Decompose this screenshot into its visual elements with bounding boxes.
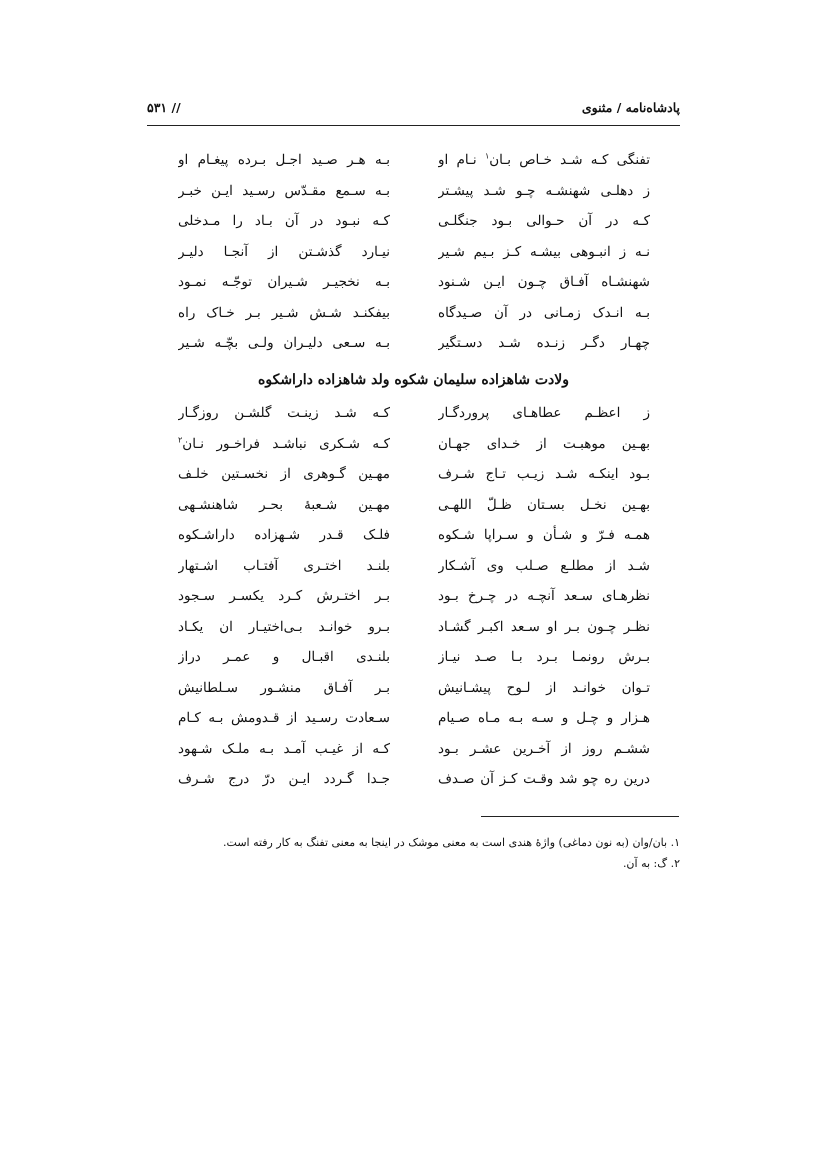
couplet bbox=[178, 520, 650, 551]
hemistich-second: بـه هـر صـید اجـل بـرده پیغـام او bbox=[178, 152, 390, 168]
hemistich-first: ز اعظـم عطاهـای پروردگـار bbox=[438, 405, 650, 421]
hemistich-first: چهـار دگـر زنـده شـد دسـتگیر bbox=[438, 335, 650, 351]
hemistich-second: بلنـدی اقبـال و عمـر دراز bbox=[178, 649, 390, 665]
poem-stanza-2 bbox=[178, 398, 650, 795]
hemistich-second: مهـین گـوهری از نخسـتین خلـف bbox=[178, 466, 390, 482]
couplet bbox=[178, 298, 650, 329]
hemistich-first: بـه انـدک زمـانی در آن صـیدگاه bbox=[438, 304, 650, 321]
hemistich-first: تـوان خوانـد از لـوح پیشـانیش bbox=[438, 679, 650, 696]
hemistich-first: نظرهـای سـعد آنچـه در چـرخ بـود bbox=[438, 588, 650, 604]
couplet bbox=[178, 734, 650, 765]
section-title: ولادت شاهزاده سلیمان شکوه ولد شاهزاده داراشکوه bbox=[258, 372, 569, 388]
couplet bbox=[178, 642, 650, 673]
footnotes bbox=[147, 832, 680, 874]
running-title: پادشاه‌نامه / مثنوی bbox=[581, 100, 680, 115]
couplet bbox=[178, 459, 650, 490]
hemistich-second: بـه نخجیـر شـیران توجّـه نمـود bbox=[178, 274, 390, 290]
poem-stanza-1 bbox=[178, 145, 650, 359]
couplet bbox=[178, 267, 650, 298]
hemistich-first: ز دهلـی شهنشـه چـو شـد پیشـتر bbox=[438, 182, 650, 199]
hemistich-first: شـد از مطلـع صـلب وی آشـکار bbox=[438, 557, 650, 574]
couplet bbox=[178, 398, 650, 429]
hemistich-second: کـه نبـود در آن بـاد را مـدخلی bbox=[178, 213, 390, 229]
couplet bbox=[178, 764, 650, 795]
header-rule bbox=[147, 125, 680, 126]
hemistich-second: بیفکنـد شـش شـیر بـر خـاک راه bbox=[178, 304, 390, 321]
hemistich-second: بـه سـعی دلیـران ولـی بچّـه شـیر bbox=[178, 335, 390, 351]
couplet bbox=[178, 581, 650, 612]
hemistich-first: درین ره چو شد وقـت کـز آن صـدف bbox=[438, 771, 650, 787]
hemistich-second: بلنـد اختـری آفتـاب اشـتهار bbox=[178, 557, 390, 574]
hemistich-first: بـرش رونمـا بـرد بـا صـد نیـاز bbox=[438, 649, 650, 665]
hemistich-second: بـه سـمع مقـدّس رسـید ایـن خبـر bbox=[178, 182, 390, 199]
hemistich-second: کـه شـد زینـت گلشـن روزگـار bbox=[178, 405, 390, 421]
footnote-1: ۱. بان/وان (به نون دماغی) واژهٔ هندی است به معنی موشک در اینجا به معنی تفنگ به کار رفته است. bbox=[223, 836, 680, 849]
couplet bbox=[178, 206, 650, 237]
footnote-ref: ۱ bbox=[484, 151, 490, 161]
hemistich-first: هـزار و چـل و سـه بـه مـاه صـیام bbox=[438, 710, 650, 726]
hemistich-first: نـه ز انبـوهی بیشـه کـز بـیم شـیر bbox=[438, 243, 650, 260]
footnote-2: ۲. گ: به آن. bbox=[622, 857, 680, 870]
hemistich-first: تفنگی کـه شـد خـاص بـان$^۱$ نـام او bbox=[438, 151, 650, 168]
hemistich-second: جـدا گـردد ایـن درّ درج شـرف bbox=[178, 771, 390, 787]
hemistich-second: کـه از غیـب آمـد بـه ملـک شـهود bbox=[178, 740, 390, 757]
hemistich-second: بـر آفـاق منشـور سـلطانیش bbox=[178, 679, 390, 696]
couplet bbox=[178, 612, 650, 643]
footnote-rule bbox=[481, 816, 679, 817]
hemistich-second: مهـین شـعبهٔ بحـر شاهنشـهی bbox=[178, 496, 390, 513]
page-number: // ۵۳۱ bbox=[147, 100, 181, 115]
hemistich-first: بهـین موهبـت از خـدای جهـان bbox=[438, 435, 650, 452]
hemistich-second: بـر اختـرش کـرد یکسـر سـجود bbox=[178, 588, 390, 604]
hemistich-second: بـرو خوانـد بـی‌اختیـار ان یکـاد bbox=[178, 618, 390, 635]
couplet bbox=[178, 328, 650, 359]
couplet bbox=[178, 490, 650, 521]
footnote-ref: ۲ bbox=[178, 435, 183, 444]
hemistich-first: بـود اینکـه شـد زیـب تـاج شـرف bbox=[438, 466, 650, 482]
couplet bbox=[178, 176, 650, 207]
hemistich-second: سـعادت رسـید از قـدومش بـه کـام bbox=[178, 710, 390, 726]
couplet bbox=[178, 429, 650, 460]
couplet bbox=[178, 145, 650, 176]
couplet bbox=[178, 673, 650, 704]
hemistich-second: نیـارد گذشـتن از آنجـا دلیـر bbox=[178, 243, 390, 260]
hemistich-first: شهنشـاه آفـاق چـون ایـن شـنود bbox=[438, 274, 650, 290]
hemistich-first: کـه در آن حـوالی بـود جنگلـی bbox=[438, 213, 650, 229]
hemistich-first: بهـین نخـل بسـتان ظـلّ اللهـی bbox=[438, 496, 650, 513]
hemistich-second: فلـک قـدر شـهزاده داراشـکوه bbox=[178, 527, 390, 543]
running-header bbox=[147, 100, 680, 115]
hemistich-first: ششـم روز از آخـرین عشـر بـود bbox=[438, 740, 650, 757]
couplet bbox=[178, 237, 650, 268]
hemistich-first: نظـر چـون بـر او سـعد اکبـر گشـاد bbox=[438, 618, 650, 635]
couplet bbox=[178, 551, 650, 582]
hemistich-second: کـه شـکری نباشـد فراخـور نـان$^۲$ bbox=[178, 435, 390, 452]
couplet bbox=[178, 703, 650, 734]
hemistich-first: همـه فـرّ و شـأن و سـراپا شـکوه bbox=[438, 527, 650, 543]
